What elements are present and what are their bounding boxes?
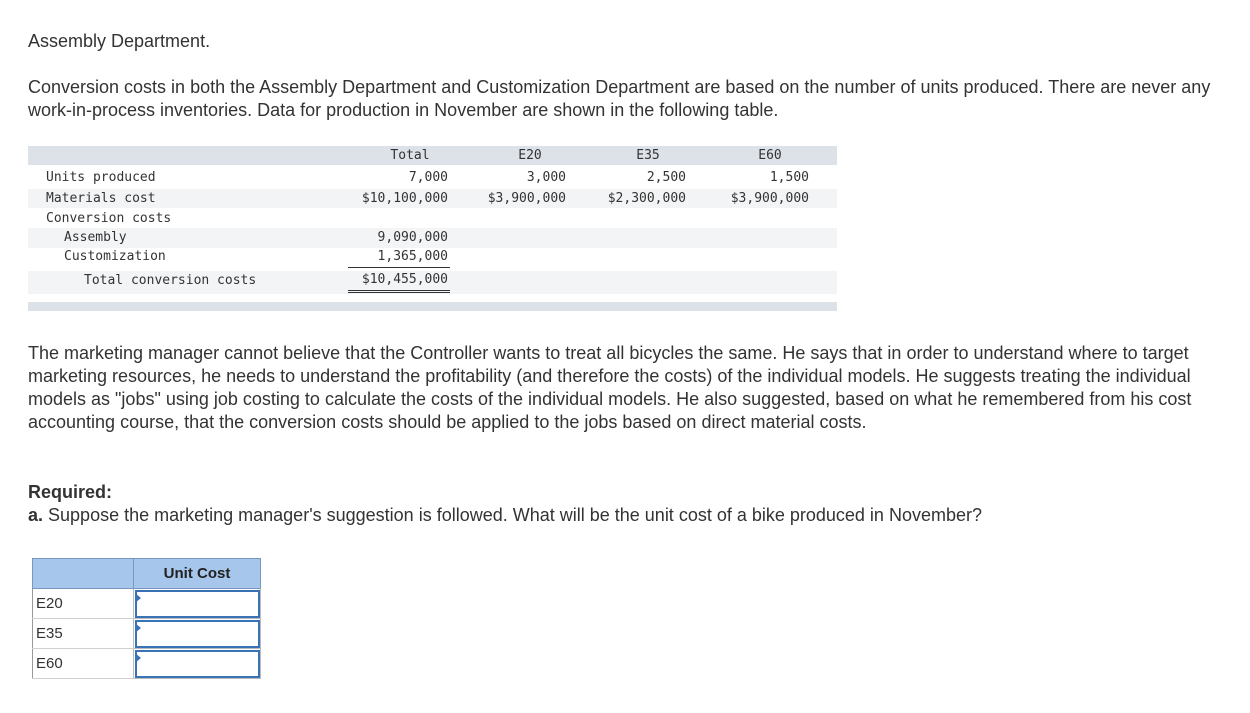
units-e35: 2,500: [646, 170, 686, 185]
materials-e60: $3,900,000: [730, 191, 809, 206]
unit-cost-input-e20[interactable]: [135, 590, 260, 618]
total-double-rule: [348, 290, 450, 293]
production-data-table: [28, 146, 837, 311]
intro-paragraph: Conversion costs in both the Assembly Department and Customization Department are based on the number of units produced. There are never any work-in-process inventories. Data for production in November are shown in the following table.: [28, 77, 1211, 120]
unit-cost-answer-table: [32, 558, 261, 679]
unit-cost-cell-e60: [134, 649, 261, 679]
col-header-e60: E60: [758, 148, 782, 163]
materials-total: $10,100,000: [361, 191, 448, 206]
answer-row-e35: [33, 619, 261, 649]
part-label: a.: [28, 505, 44, 525]
unit-cost-header: Unit Cost: [134, 559, 261, 589]
total-conversion-label: Total conversion costs: [84, 273, 257, 288]
row-label-e20: E20: [33, 589, 134, 619]
col-header-e20: E20: [518, 148, 542, 163]
footer-band: [28, 302, 837, 311]
section-heading: Assembly Department.: [28, 31, 211, 51]
unit-cost-cell-e35: [134, 619, 261, 649]
question-text: Suppose the marketing manager's suggestion is followed. What will be the unit cost of a bike produced in November?: [48, 505, 982, 525]
required-block: [28, 481, 1218, 527]
row-label-e35: E35: [33, 619, 134, 649]
required-label: Required:: [28, 482, 113, 502]
units-e60: 1,500: [769, 170, 809, 185]
materials-e20: $3,900,000: [487, 191, 566, 206]
customization-total: 1,365,000: [377, 249, 448, 264]
marketing-paragraph: The marketing manager cannot believe that the Controller wants to treat all bicycles the same. He says that in order to understand where to target marketing resources, he needs to understand the profitability (and therefore the costs) of the individual models. He suggests treating the individual models as "jobs" using job costing to calculate the costs of the individual models. He also suggested, based on what he remembered from his cost accounting course, that the conversion costs should be applied to the jobs based on direct material costs.: [28, 343, 1192, 432]
input-marker-icon: [135, 593, 141, 603]
total-conversion-value: $10,455,000: [361, 272, 448, 287]
col-header-total: Total: [390, 148, 430, 163]
row-label-e60: E60: [33, 649, 134, 679]
unit-cost-cell-e20: [134, 589, 261, 619]
assembly-label: Assembly: [64, 230, 127, 245]
input-marker-icon: [135, 653, 141, 663]
header-blank-cell: [33, 559, 134, 589]
unit-cost-input-e35[interactable]: [135, 620, 260, 648]
units-total: 7,000: [408, 170, 448, 185]
input-marker-icon: [135, 623, 141, 633]
assembly-total: 9,090,000: [377, 230, 448, 245]
unit-cost-input-e60[interactable]: [135, 650, 260, 678]
units-produced-label: Units produced: [46, 170, 156, 185]
conversion-costs-label: Conversion costs: [46, 211, 172, 226]
answer-row-e60: [33, 649, 261, 679]
units-e20: 3,000: [526, 170, 566, 185]
answer-row-e20: [33, 589, 261, 619]
materials-e35: $2,300,000: [607, 191, 686, 206]
subtotal-rule: [348, 267, 450, 268]
customization-label: Customization: [64, 249, 166, 264]
col-header-e35: E35: [636, 148, 660, 163]
materials-cost-label: Materials cost: [46, 191, 156, 206]
